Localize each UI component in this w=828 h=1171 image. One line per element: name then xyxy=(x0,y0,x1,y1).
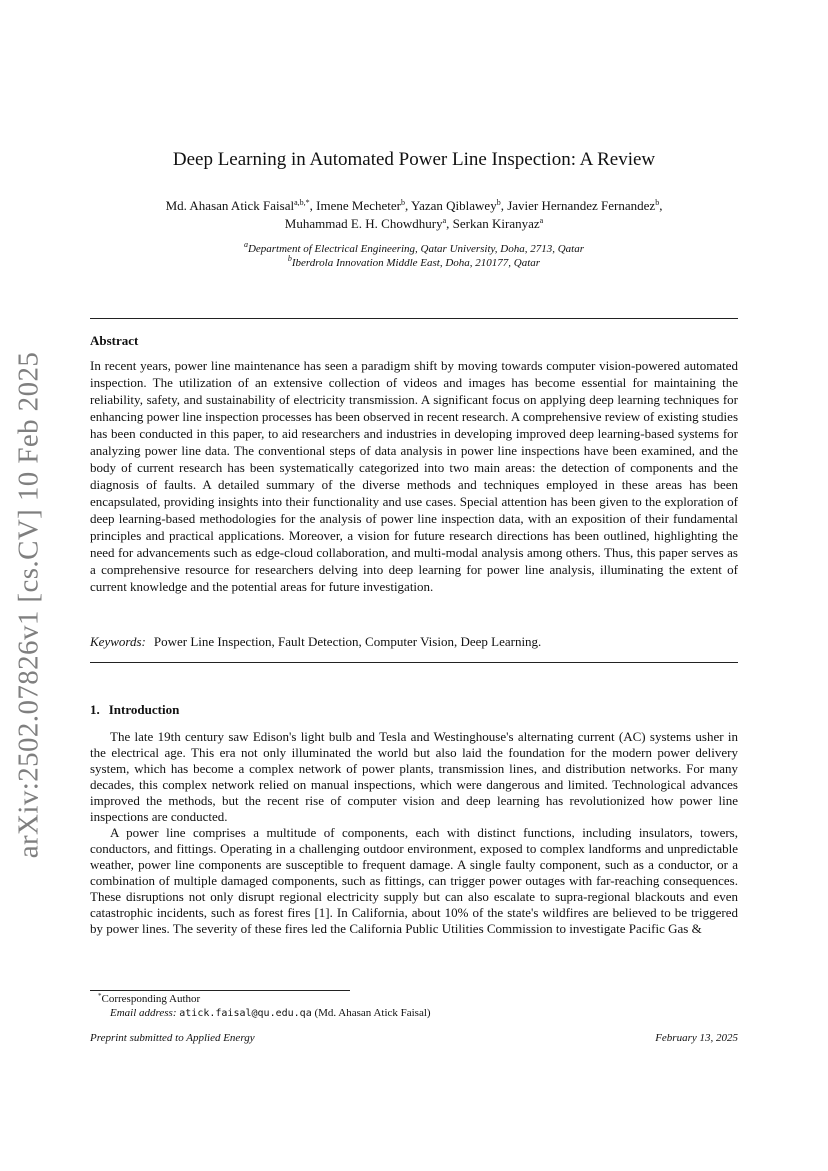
email-address: atick.faisal@qu.edu.qa xyxy=(179,1008,312,1019)
keywords-text: Power Line Inspection, Fault Detection, Computer Vision, Deep Learning. xyxy=(153,634,542,649)
author-list xyxy=(90,197,738,233)
footnote-corresponding xyxy=(98,993,200,1005)
author-name: Muhammad E. H. Chowdhury xyxy=(284,216,443,231)
author-name: Yazan Qiblawey xyxy=(411,198,497,213)
section-heading-introduction xyxy=(90,702,179,718)
affiliation-marker: b xyxy=(287,254,292,263)
author-separator: , xyxy=(659,198,663,213)
keywords-label: Keywords: xyxy=(90,634,146,649)
author-name: Serkan Kiranyaz xyxy=(452,216,540,231)
author-affiliation-marker: a,b,* xyxy=(294,198,310,207)
introduction-paragraph-1: The late 19th century saw Edison's light bulb and Tesla and Westinghouse's alternating current (AC) systems usher in the electrical age. This era not only illuminated the world but also laid the foundation for the modern power delivery system, which has become a complex network of power plants, transmission lines, and distribution networks. For many decades, this complex network relied on manual inspections, which were dangerous and limited. Technological advances improved the methods, but the recent rise of computer vision and deep learning has revolutionized how power line inspections are conducted. xyxy=(90,729,738,824)
affiliation-text: Iberdrola Innovation Middle East, Doha, 210177, Qatar xyxy=(291,257,541,269)
keywords xyxy=(90,634,738,650)
email-owner: (Md. Ahasan Atick Faisal) xyxy=(314,1007,431,1019)
affiliation-text: Department of Electrical Engineering, Qatar University, Doha, 2713, Qatar xyxy=(247,243,585,255)
author-separator: , xyxy=(309,198,317,213)
author-affiliation-marker: a xyxy=(539,216,544,225)
abstract-top-rule xyxy=(90,318,738,319)
footnote-corresponding-text: Corresponding Author xyxy=(101,993,201,1005)
footnote-email xyxy=(110,1007,431,1019)
abstract-bottom-rule xyxy=(90,662,738,663)
author-affiliation-marker: b xyxy=(655,198,660,207)
section-number: 1. xyxy=(90,702,100,717)
affiliation-marker: a xyxy=(243,240,248,249)
author-separator: , xyxy=(404,198,412,213)
author-name: Imene Mecheter xyxy=(316,198,401,213)
author-affiliation-marker: b xyxy=(496,198,501,207)
author-separator: , xyxy=(446,216,453,231)
abstract-text: In recent years, power line maintenance has seen a paradigm shift by moving towards computer vision-powered automated inspection. The utilization of an extensive collection of videos and images has become essential for maintaining the reliability, safety, and sustainability of electricity transmission. A significant focus on applying deep learning techniques for enhancing power line inspection processes has been observed in recent research. A comprehensive review of existing studies has been conducted in this paper, to aid researchers and industries in developing improved deep learning-based systems for analyzing power line data. The conventional steps of data analysis in power line inspections have been examined, and the body of current research has been systematically categorized into two main areas: the detection of components and the diagnosis of faults. A detailed summary of the diverse methods and techniques employed in these areas has been encapsulated, providing insights into their functionality and use cases. Special attention has been given to the exploration of deep learning-based methodologies for the analysis of power line inspection data, with an exposition of their fundamental principles and practical applications. Moreover, a vision for future research directions has been outlined, highlighting the need for advancements such as edge-cloud collaboration, and multi-modal analysis among others. Thus, this paper serves as a comprehensive resource for researchers delving into deep learning for power line analysis, illuminating the extent of current knowledge and the potential areas for future investigation. xyxy=(90,358,738,594)
arxiv-identifier-text: arXiv:2502.07826v1 [cs.CV] 10 Feb 2025 xyxy=(12,351,45,859)
introduction-paragraph-2: A power line comprises a multitude of components, each with distinct functions, including insulators, towers, conductors, and fittings. Operating in a challenging outdoor environment, exposed to complex landforms and unpredictable weather, power line components are susceptible to frequent damage. A single faulty component, such as a conductor, or a combination of multiple damaged components, such as fittings, can trigger power outages with far-reaching consequences. These disruptions not only disrupt regional electricity supply but can also escalate to supra-regional blackouts and even catastrophic incidents, such as forest fires [1]. In California, about 10% of the state's wildfires are believed to be triggered by power lines. The severity of these fires led the California Public Utilities Commission to investigate Pacific Gas & xyxy=(90,825,738,936)
footer-preprint-note: Preprint submitted to Applied Energy xyxy=(90,1032,255,1044)
arxiv-identifier-stamp xyxy=(6,351,52,859)
section-title: Introduction xyxy=(108,702,180,717)
affiliation-b xyxy=(90,254,738,269)
affiliation-a xyxy=(90,240,738,255)
footer-date: February 13, 2025 xyxy=(655,1032,738,1044)
author-line-1 xyxy=(90,197,738,215)
author-name: Md. Ahasan Atick Faisal xyxy=(165,198,295,213)
abstract-heading: Abstract xyxy=(90,333,139,348)
author-separator: , xyxy=(500,198,508,213)
author-affiliation-marker: a xyxy=(442,216,447,225)
footnote-marker: * xyxy=(98,992,102,1000)
paper-title: Deep Learning in Automated Power Line Inspection: A Review xyxy=(172,149,656,170)
author-affiliation-marker: b xyxy=(400,198,405,207)
author-line-2 xyxy=(90,215,738,233)
author-name: Javier Hernandez Fernandez xyxy=(507,198,656,213)
footnote-rule xyxy=(90,990,350,991)
email-label: Email address: xyxy=(110,1007,177,1019)
